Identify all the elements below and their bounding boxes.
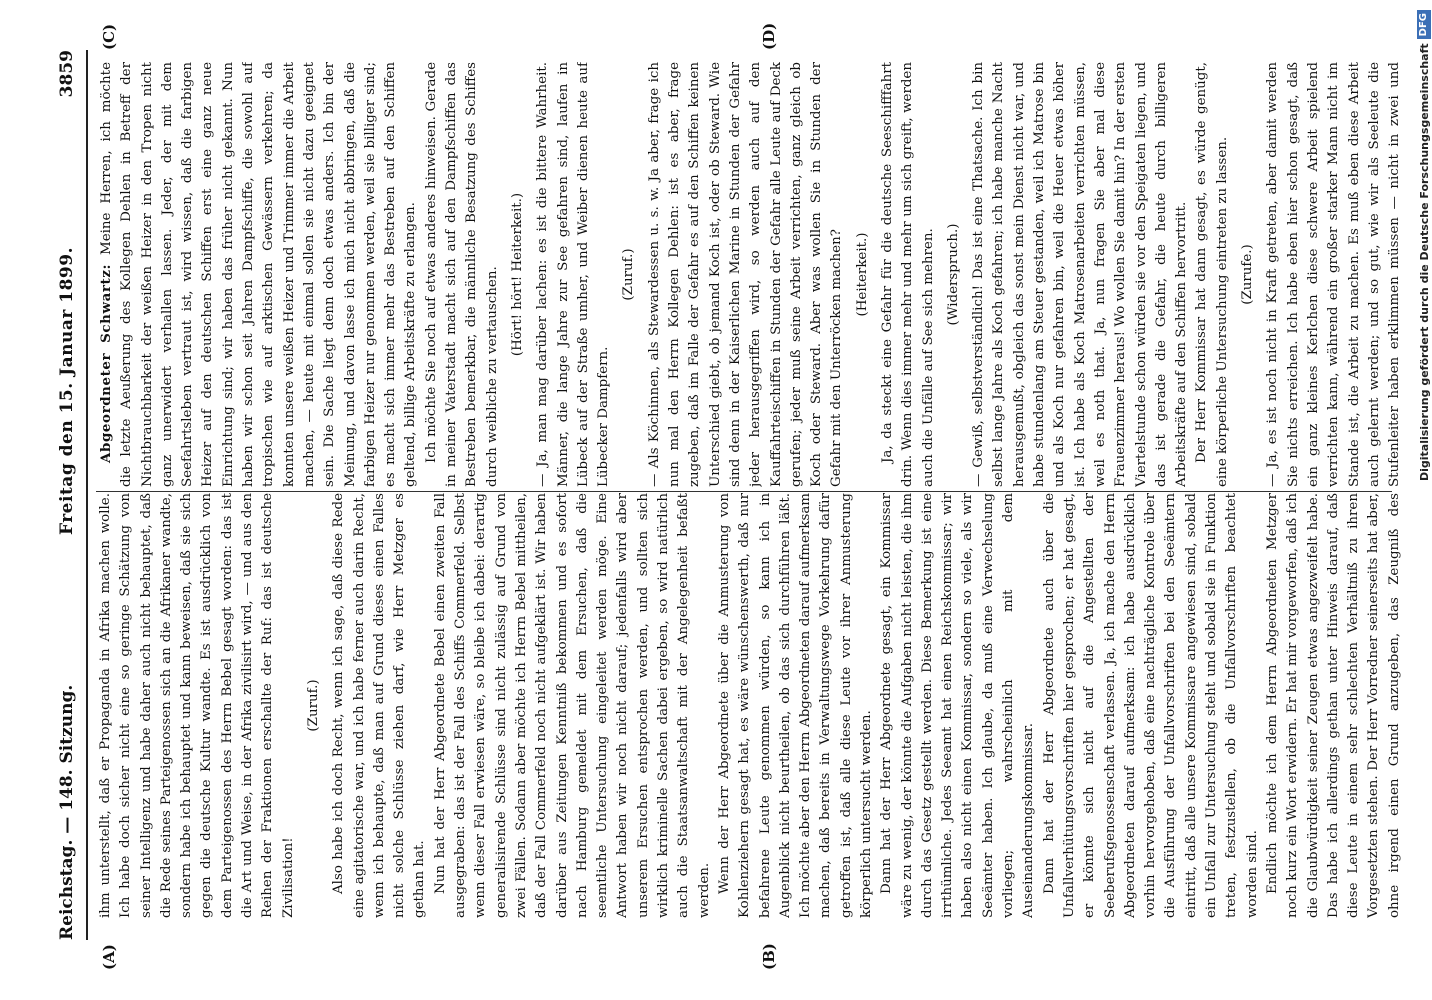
paragraph: Der Herr Kommissar hat dann gesagt, es würde genügt, eine körperliche Untersuchung eintreten zu lassen. [1194, 62, 1230, 487]
paragraph: Dann hat der Herr Abgeordnete auch über die Unfallverhütungsvorschriften hier gesprochen; er hat gesagt, er könnte sich nicht auf die Angestellten der Seeberufsgenossenschaft verlassen. Ja, ich mache den Herrn Abgeordneten darauf aufmerksam: ich habe ausdrücklich vorhin hervorgehoben, daß eine nachträgliche Kontrole über die Ausführung der Unfallvorschriften bei den Seeämtern eintritt, daß alle unsere Kommissare angewiesen sind, sobald ein Unfall zur Untersuchung steht und sobald sie in Funktion treten, festzustellen, ob die Unfallvorschriften beachtet worden sind. [1041, 493, 1260, 918]
paragraph: Wenn der Herr Abgeordnete über die Anmusterung von Kohlenziehern gesagt hat, es wäre wünschenswerth, daß nur befahrene Leute genommen würden, so kann ich in Augenblick nicht beurtheilen, ob das sich durchführen läßt. Ich möchte aber den Herrn Abgeordneten darauf aufmerksam machen, daß bereits in Verwaltungswege Vorkehrung dafür getroffen ist, daß alle diese Leute vor ihrer Anmusterung körperlich untersucht werden. [716, 493, 874, 918]
paragraph: ihm unterstellt, daß er Propaganda in Afrika machen wolle. Ich habe doch sicher nicht eine so geringe Schätzung von seiner Intelligenz und habe daher auch nicht behauptet, daß die Rede seines Parteigenossen sich an die Afrikaner wandte, sondern habe ich behauptet und kann beweisen, daß sie sich gegen die deutsche Kultur wandte. Es ist ausdrücklich von dem Parteigenossen des Herrn Bebel gesagt worden: das ist die Art und Weise, in der Afrika zivilisirt wird, — und aus den Reihen der Fraktionen erschallte der Ruf: das ist deutsche Zivilisation! [98, 493, 296, 918]
dfg-notice [1415, 10, 1432, 990]
paragraph: Endlich möchte ich dem Herrn Abgeordneten Metzger noch kurz ein Wort erwidern. Er hat mir vorgeworfen, daß ich die Glaubwürdigkeit seiner Zeugen etwas angezweifelt habe. Das habe ich allerdings gethan unter Hinweis darauf, daß diese Leute in einem sehr schlechten Verhältniß zu ihren Vorgesetzten stehen. Der Herr Vorredner seinerseits hat aber, ohne irgend einen Grund anzugeben, das Zeugniß des [1264, 493, 1402, 918]
paragraph: Ja, da steckt eine Gefahr für die deutsche Seeschifffahrt drin. Wenn dies immer mehr und mehr um sich greift, werden auch die Unfälle auf See sich mehren. [879, 62, 936, 487]
interjection: (Hört! hört! Heiterkeit.) [509, 192, 525, 357]
interjection: (Zuruf.) [621, 248, 637, 301]
paragraph: — Ja, es ist noch nicht in Kraft getreten, aber damit werden Sie nichts erreichen. Ich habe eben hier schon gesagt, daß ein ganz kleines Kerlchen diese schwere Arbeit spielend verrichten kann, während ein großer starker Mann nicht im Stande ist, die Arbeit zu machen. Es muß eben diese Arbeit auch gelernt werden; und so gut, wie wir als Seeleute die Stufenleiter haben erklimmen müssen — nicht in zwei und [1265, 62, 1402, 487]
page-number: 3859 [57, 50, 77, 98]
margin-marker-b: (B) [760, 943, 778, 970]
interjection: (Zuruf.) [305, 679, 321, 732]
interjection: (Zurufe.) [1240, 244, 1256, 305]
paragraph: — Gewiß, selbstverständlich! Das ist eine Thatsache. Ich bin selbst lange Jahre als Koch gefahren; ich habe manche Nacht herausgemußt, obgleich das sonst mein Dienst nicht war, und habe stundenlang am Steuer gestanden, weil ich Matrose bin und als Koch nur gefahren bin, weil die Heuer etwas höher ist. Ich habe als Koch Matrosenarbeiten verrichten müssen, weil es noth that. Ja, nun fragen Sie aber mal diese Frauenzimmer heraus! Wo wollen Sie damit hin? In der ersten Viertelstunde schon würden sie vor den Speigaten liegen, und das ist gerade die Gefahr, die heute durch billigeren Arbeitskräfte auf den Schiffen hervortritt. [971, 62, 1190, 487]
interjection: (Widerspruch.) [945, 223, 961, 326]
margin-marker-c: (C) [100, 23, 118, 50]
margin-marker-d: (D) [760, 22, 778, 50]
header-rule [86, 50, 88, 940]
paragraph: Also habe ich doch Recht, wenn ich sage, daß diese Rede eine agitatorische war, und ich habe ferner auch darin Recht, wenn ich behaupte, daß man auf Grund dieses einen Falles nicht solche Schlüsse ziehen darf, wie Herr Metzger es gethan hat. [331, 493, 428, 918]
left-column [96, 493, 1402, 918]
header-left: Reichstag. — 148. Sitzung. [57, 684, 77, 940]
speaker-paragraph [96, 62, 422, 487]
running-head [52, 50, 82, 940]
paragraph: Nun hat der Herr Abgeordnete Bebel einen zweiten Fall ausgegraben: das ist der Fall des Schiffs Commerfeld. Selbst wenn dieser Fall erwiesen wäre, so bleibe ich dabei: derartig generalisirende Schlüsse sind nicht zulässig auf Grund von zwei Fällen. Sodann aber möchte ich Herrn Bebel mittheilen, daß der Fall Commerfeld noch nicht aufgeklärt ist. Wir haben darüber aus Zeitungen Kenntniß bekommen und es sofort nach Hamburg gemeldet mit dem Ersuchen, daß die seemtliche Untersuchung eingeleitet werden möge. Eine Antwort haben wir noch nicht darauf; jedenfalls wird aber unserem Ersuchen entsprochen werden, und sollten sich wirklich kriminelle Sachen dabei ergeben, so wird natürlich auch die Staatsanwaltschaft mit der Angelegenheit befaßt werden. [432, 493, 712, 918]
paragraph: — Als Köchinnen, als Stewardessen u. s. w. Ja aber, frage ich nun mal den Herrn Kollegen Dehlen: ist es aber, frage zugeben, daß im Falle der Gefahr es auf den Schiffen keinen Unterschied giebt, ob jemand Koch ist, oder ob Steward. Wie sind denn in der Kaiserlichen Marine in Stunden der Gefahr jeder herausgegriffen wird, so werden auch auf den Kauffahrteischiffen in Stunden der Gefahr alle Leute auf Deck gerufen; jeder muß seine Arbeit verrichten, ganz gleich ob Koch oder Steward. Aber was wollen Sie in Stunden der Gefahr mit den Unterröcken machen? [646, 62, 845, 487]
dfg-notice-text: Digitalisierung gefördert durch die Deutsche Forschungsgemeinschaft [1417, 43, 1431, 482]
speaker-name: Abgeordneter Schwartz: [98, 263, 114, 463]
interjection: (Heiterkeit.) [854, 232, 870, 317]
dfg-logo: DFG [1417, 10, 1431, 39]
header-date: Freitag den 15. Januar 1899. [57, 246, 77, 536]
margin-marker-a: (A) [100, 944, 118, 970]
paragraph: — Ja, man mag darüber lachen: es ist die bittere Wahrheit. Männer, die lange Jahre zur See gefahren sind, laufen in Lübeck auf der Straße umher, und Weiber dienen heute auf Lübecker Dampfern. [535, 62, 612, 487]
column-divider [96, 491, 1392, 492]
right-column [96, 62, 1402, 487]
paragraph: Ich möchte Sie noch auf etwas anderes hinweisen. Gerade in meiner Vaterstadt macht sich auf den Dampfschiffen das Bestreben bemerkbar, die männliche Besatzung des Schiffes durch weibliche zu vertauschen. [423, 62, 500, 487]
paragraph-text: Meine Herren, ich möchte die letzte Aeußerung des Kollegen Dehlen in Betreff der Nichtbrauchbarkeit der weißen Heizer in den Tropen nicht ganz unerwidert verhallen lassen. Jeder, der mit dem Seefahrtsleben vertraut ist, wird wissen, daß die farbigen Heizer auf den deutschen Schiffen erst eine ganz neue Einrichtung sind; wir haben das früher nicht gekannt. Nun haben wir schon seit Jahren Dampfschiffe, die sowohl auf tropischen wie auf arktischen Gewässern verkehren; da konnten unsere weißen Heizer und Trimmer immer die Arbeit machen, — heute mit einmal sollen sie nicht dazu geeignet sein. Die Sache liegt denn doch etwas anders. Ich bin der Meinung, und davon lasse ich mich nicht abbringen, daß die farbigen Heizer nur genommen werden, weil sie billiger sind; es macht sich immer mehr das Bestreben auf den Schiffen geltend, billige Arbeitskräfte zu erlangen. [99, 62, 419, 487]
paragraph: Dann hat der Herr Abgeordnete gesagt, ein Kommissar wäre zu wenig, der könnte die Aufgaben nicht leisten, die ihm durch das Gesetz gestellt werden. Diese Bemerkung ist eine irrthümliche. Jedes Seeamt hat einen Reichskommissar; wir haben also nicht einen Kommissar, sondern so viele, als wir Seeämter haben. Ich glaube, da muß eine Verwechselung vorliegen; wahrscheinlich mit dem Auseinanderungskommissar. [879, 493, 1037, 918]
